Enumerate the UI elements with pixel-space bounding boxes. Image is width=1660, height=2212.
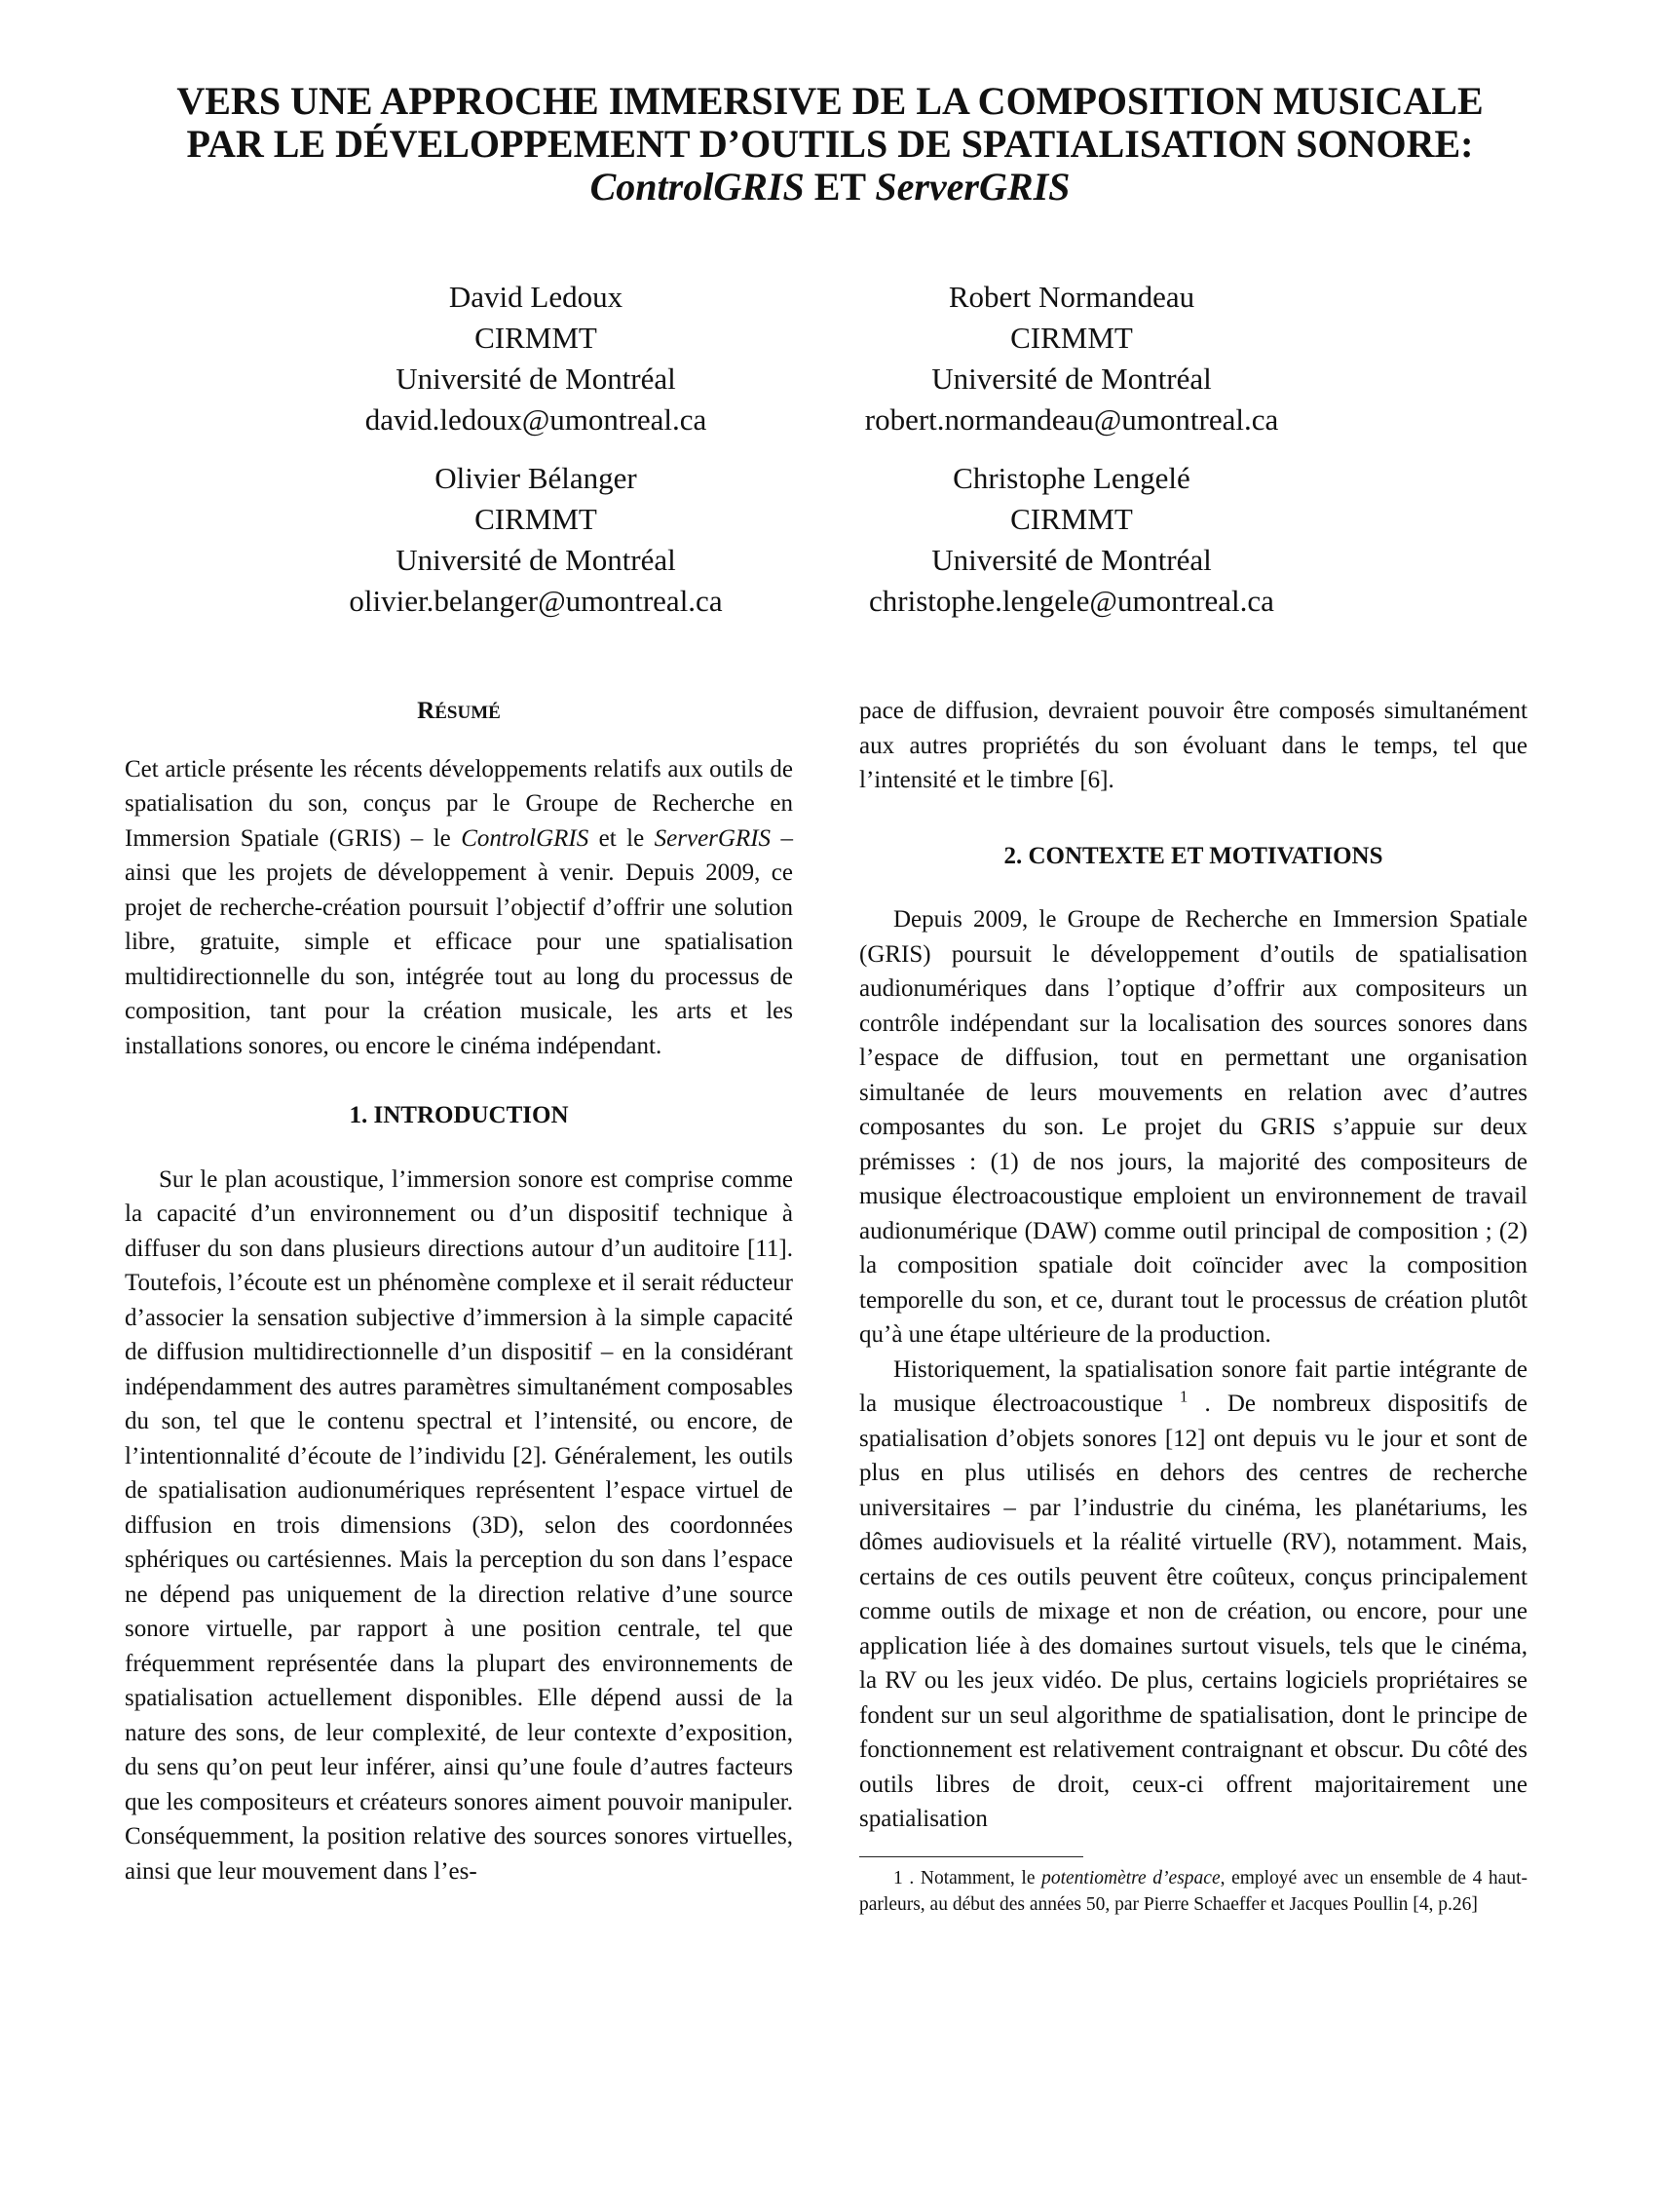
section-2-heading: 2. CONTEXTE ET MOTIVATIONS [1003, 842, 1383, 869]
author-block-3 [292, 458, 779, 622]
author-name: Robert Normandeau [948, 280, 1195, 314]
title-line-1: VERS UNE APPROCHE IMMERSIVE DE LA COMPOSITION MUSICALE [176, 79, 1484, 123]
author-block-1 [292, 277, 779, 440]
author-email: david.ledoux@umontreal.ca [364, 402, 707, 437]
footnote-rule [859, 1856, 1083, 1857]
author-affiliation: Université de Montréal [396, 543, 676, 577]
section-2-paragraph-1: Depuis 2009, le Groupe de Recherche en Immersion Spatiale (GRIS) poursuit le développement d’outils de spatialisation audionumériques dans l’optique d’offrir aux compositeurs un contrôle indépendant sur la localisation des sources sonores dans l’espace de diffusion, tout en permettant une organisation simultanée de leurs mouvements en relation avec d’autres composantes du son. Le projet du GRIS s’appuie sur deux prémisses : (1) de nos jours, la majorité des compositeurs de musique électroacoustique emploient un environnement de travail audionumérique (DAW) comme outil principal de composition ; (2) la composition spatiale doit coïncider avec la composition temporelle du son, et ce, durant tout le processus de création plutôt qu’à une étape ultérieure de la production. [859, 906, 1528, 1348]
footnote: 1 . Notamment, le potentiomètre d’espace, employé avec un ensemble de 4 haut-parleurs, au début des années 50, par Pierre Schaeffer et Jacques Poullin [4, p.26] [859, 1867, 1528, 1915]
author-email: olivier.belanger@umontreal.ca [349, 584, 723, 618]
abstract-heading: RÉSUMÉ [417, 698, 501, 724]
section-1-paragraph: Sur le plan acoustique, l’immersion sonore est comprise comme la capacité d’un environnement ou d’un dispositif technique à diffuser du son dans plusieurs directions autour d’un auditoire [11]. Toutefois, l’écoute est un phénomène complexe et il serait réducteur d’associer la sensation subjective d’immersion à la simple capacité de diffusion multidirectionnelle d’un dispositif – en la considérant indépendamment des autres paramètres simultanément composables du son, tel que le contenu spectral et l’intensité, ou encore, de l’intentionnalité d’écoute de l’individu [2]. Généralement, les outils de spatialisation audionumériques représentent l’espace virtuel de diffusion en trois dimensions (3D), selon des coordonnées sphériques ou cartésiennes. Mais la perception du son dans l’espace ne dépend pas uniquement de la direction relative d’une source sonore virtuelle, par rapport à une position centrale, tel que fréquemment représentée dans la plupart des environnements de spatialisation actuellement disponibles. Elle dépend aussi de la nature des sons, de leur complexité, de leur contexte d’exposition, du sens qu’on peut leur inférer, ainsi qu’une foule d’autres facteurs que les compositeurs et créateurs sonores aiment pouvoir manipuler. Conséquemment, la position relative des sources sonores virtuelles, ainsi que leur mouvement dans l’es- [125, 1165, 793, 1885]
title-controlgris: ControlGRIS [589, 165, 805, 209]
author-lab: CIRMMT [1010, 502, 1133, 536]
author-affiliation: Université de Montréal [931, 543, 1212, 577]
abstract-text: Cet article présente les récents développements relatifs aux outils de spatialisation du son, conçus par le Groupe de Recherche en Immersion Spatiale (GRIS) – le ControlGRIS et le ServerGRIS – ainsi que les projets de développement à venir. Depuis 2009, ce projet de recherche-création poursuit l’objectif d’offrir une solution libre, gratuite, simple et efficace pour une spatialisation multidirectionnelle du son, intégrée tout au long du processus de composition, tant pour la création musicale, les arts et les installations sonores, ou encore le cinéma indépendant. [125, 755, 794, 1059]
footnote-marker: 1 [1179, 1387, 1188, 1406]
author-email: christophe.lengele@umontreal.ca [869, 584, 1274, 618]
author-name: Christophe Lengelé [953, 461, 1190, 495]
section-2-paragraph-2: Historiquement, la spatialisation sonore fait partie intégrante de la musique électroacoustique $^1$ . De nombreux dispositifs de spatialisation d’objets sonores [12] ont depuis vu le jour et sont de plus en plus utilisés en dehors des centres de recherche universitaires – par l’industrie du cinéma, les planétariums, les dômes audiovisuels et la réalité virtuelle (RV), notamment. Mais, certains de ces outils peuvent être coûteux, conçus principalement comme outils de mixage et non de création, ou encore, pour une application liée à des domaines surtout visuels, tels que le cinéma, la RV ou les jeux vidéo. De plus, certains logiciels propriétaires se fondent sur un seul algorithme de spatialisation, dont le principe de fonctionnement est relativement contraignant et obscur. Du côté des outils libres de droit, ceux-ci offrent majoritairement une spatialisation [859, 1355, 1528, 1832]
author-lab: CIRMMT [474, 321, 597, 355]
author-email: robert.normandeau@umontreal.ca [864, 402, 1279, 437]
author-affiliation: Université de Montréal [931, 362, 1212, 396]
author-affiliation: Université de Montréal [396, 362, 676, 396]
title-line-2: PAR LE DÉVELOPPEMENT D’OUTILS DE SPATIALISATION SONORE: [186, 122, 1474, 166]
left-column [125, 694, 793, 1888]
title-servergris: ServerGRIS [875, 165, 1071, 209]
author-name: David Ledoux [448, 280, 623, 314]
author-lab: CIRMMT [474, 502, 597, 536]
section-1-continuation: pace de diffusion, devraient pouvoir être composés simultanément aux autres propriétés du son évoluant dans le temps, tel que l’intensité et le timbre [6]. [859, 698, 1528, 793]
title-et: ET [804, 165, 876, 209]
author-lab: CIRMMT [1010, 321, 1133, 355]
right-column [859, 694, 1528, 1918]
author-name: Olivier Bélanger [434, 461, 637, 495]
author-block-4 [828, 458, 1315, 622]
paper-title [88, 80, 1572, 209]
author-block-2 [828, 277, 1315, 440]
title-line-3 [88, 166, 1572, 209]
section-1-heading: 1. INTRODUCTION [349, 1102, 569, 1128]
